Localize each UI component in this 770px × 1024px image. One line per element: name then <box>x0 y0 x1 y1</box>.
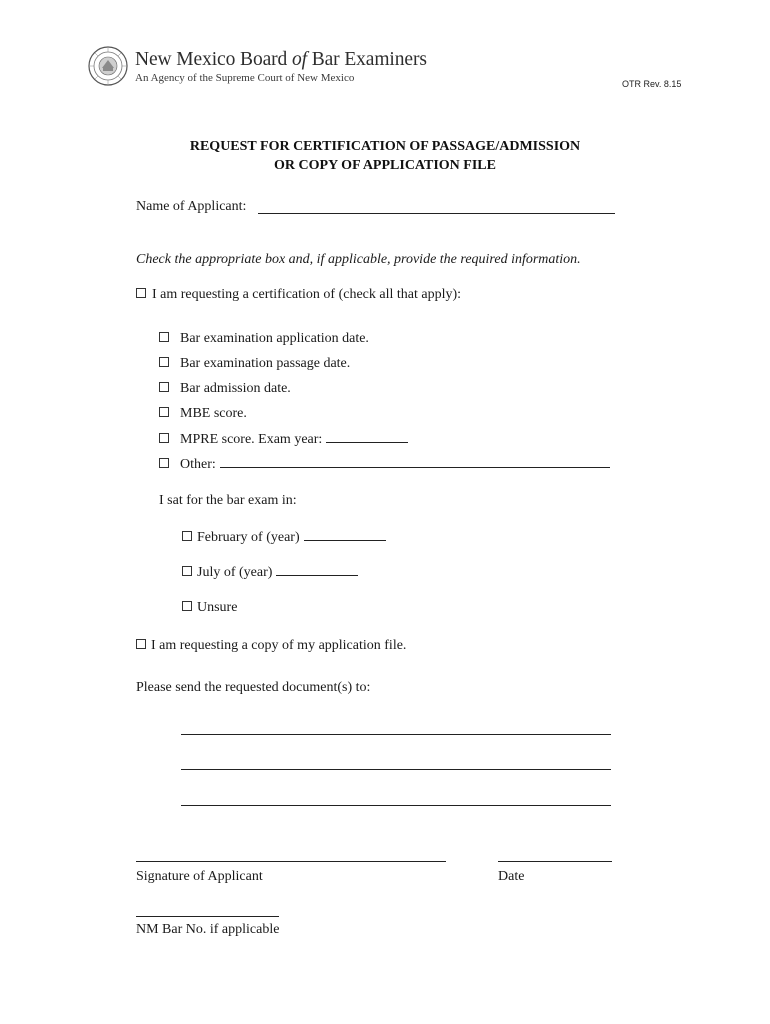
form-title-line-1: REQUEST FOR CERTIFICATION OF PASSAGE/ADMISSION <box>189 139 581 154</box>
bar-exam-sitting-label: I sat for the bar exam in: <box>159 493 297 508</box>
checkbox-icon[interactable] <box>159 458 169 468</box>
exam-option-february[interactable] <box>182 529 386 546</box>
checkbox-icon[interactable] <box>182 601 192 611</box>
certification-request-option[interactable] <box>136 287 461 303</box>
address-line-2[interactable] <box>181 769 611 770</box>
organization-subtitle: An Agency of the Supreme Court of New Mexico <box>135 72 355 84</box>
option-label: Bar examination passage date. <box>180 356 351 371</box>
copy-request-label: I am requesting a copy of my application file. <box>151 638 407 653</box>
other-field[interactable] <box>220 456 610 468</box>
checkbox-icon[interactable] <box>159 433 169 443</box>
signature-label: Signature of Applicant <box>136 869 263 884</box>
date-label: Date <box>498 869 525 884</box>
checkbox-icon[interactable] <box>159 332 169 342</box>
option-label: Bar examination application date. <box>180 331 369 346</box>
form-revision: OTR Rev. 8.15 <box>622 79 682 89</box>
applicant-name-label: Name of Applicant: <box>136 199 247 214</box>
option-admission-date[interactable] <box>159 381 291 397</box>
july-year-field[interactable] <box>276 564 358 576</box>
option-label: Unsure <box>197 600 238 615</box>
address-line-3[interactable] <box>181 805 611 806</box>
option-label: February of (year) <box>197 530 300 545</box>
option-label: Bar admission date. <box>180 381 291 396</box>
option-other[interactable] <box>159 456 610 473</box>
option-passage-date[interactable] <box>159 356 350 372</box>
checkbox-icon[interactable] <box>182 531 192 541</box>
checkbox-icon[interactable] <box>159 382 169 392</box>
certification-request-label: I am requesting a certification of (check all that apply): <box>152 287 462 302</box>
checkbox-icon[interactable] <box>136 639 146 649</box>
date-field[interactable] <box>498 861 612 862</box>
option-mpre-score[interactable] <box>159 431 408 448</box>
option-mbe-score[interactable] <box>159 406 247 422</box>
checkbox-icon[interactable] <box>159 407 169 417</box>
bar-number-field[interactable] <box>136 916 279 917</box>
option-label: July of (year) <box>197 565 273 580</box>
exam-option-unsure[interactable] <box>182 600 237 616</box>
mpre-exam-year-field[interactable] <box>326 431 408 443</box>
option-label: MBE score. <box>180 406 247 421</box>
instruction-text: Check the appropriate box and, if applicable, provide the required information. <box>136 252 581 267</box>
exam-option-july[interactable] <box>182 564 358 581</box>
february-year-field[interactable] <box>304 529 386 541</box>
organization-name: New Mexico Board of Bar Examiners <box>135 49 427 70</box>
supreme-court-seal-logo <box>88 46 128 86</box>
checkbox-icon[interactable] <box>159 357 169 367</box>
signature-field[interactable] <box>136 861 446 862</box>
send-to-label: Please send the requested document(s) to: <box>136 680 371 695</box>
bar-number-label: NM Bar No. if applicable <box>136 922 280 937</box>
option-label: MPRE score. Exam year: <box>180 432 323 447</box>
option-application-date[interactable] <box>159 331 369 347</box>
checkbox-icon[interactable] <box>182 566 192 576</box>
option-label: Other: <box>180 457 216 472</box>
copy-request-option[interactable] <box>136 638 406 654</box>
applicant-name-field[interactable] <box>258 213 615 214</box>
checkbox-icon[interactable] <box>136 288 146 298</box>
address-line-1[interactable] <box>181 734 611 735</box>
form-title-line-2: OR COPY OF APPLICATION FILE <box>274 158 496 173</box>
